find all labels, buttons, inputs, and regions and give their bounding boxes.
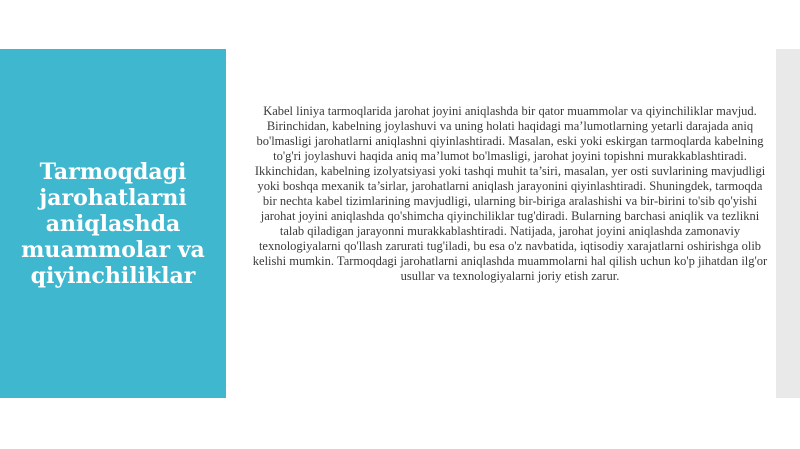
body-paragraph: Kabel liniya tarmoqlarida jarohat joyini aniqlashda bir qator muammolar va qiyinchiliklar mavjud. Birinchidan, kabelning joylashuvi va uning holati haqidagi ma’lumotlarning yetarli darajada aniq bo'lmasligi jarohatlarni aniqlashni qiyinlashtiradi. Masalan, eski yoki eskirgan tarmoqlarda kabelning to'g'ri joylashuvi haqida aniq ma’lumot bo'lmasligi, jarohat joyini topishni murakkablashtiradi. Ikkinchidan, kabelning izolyatsiyasi yoki tashqi muhit ta’siri, masalan, yer osti suvlarining mavjudligi yoki boshqa mexanik ta’sirlar, jarohatlarni aniqlash jarayonini qiyinlashtiradi. Shuningdek, tarmoqda bir nechta kabel tizimlarining mavjudligi, ularning bir-biriga aralashishi va bir-birini to'sib qo'yishi jarohat joyini aniqlashda qo'shimcha qiyinchiliklar tug'diradi. Bularning barchasi aniqlik va tezlikni talab qiladigan jarayonni murakkablashtiradi. Natijada, jarohat joyini aniqlashda zamonaviy texnologiyalarni qo'llash zarurati tug'iladi, bu esa o'z navbatida, iqtisodiy xarajatlarni oshirishga olib kelishi mumkin. Tarmoqdagi jarohatlarni aniqlashda muammolarni hal qilish uchun ko'p jihatdan ilg'or usullar va texnologiyalarni joriy etish zarur. [252, 104, 768, 283]
slide-title: Tarmoqdagi jarohatlarni aniqlashda muammolar va qiyinchiliklar [21, 158, 205, 289]
body-area [250, 104, 770, 284]
title-panel [0, 49, 226, 398]
right-edge-strip [776, 49, 800, 398]
